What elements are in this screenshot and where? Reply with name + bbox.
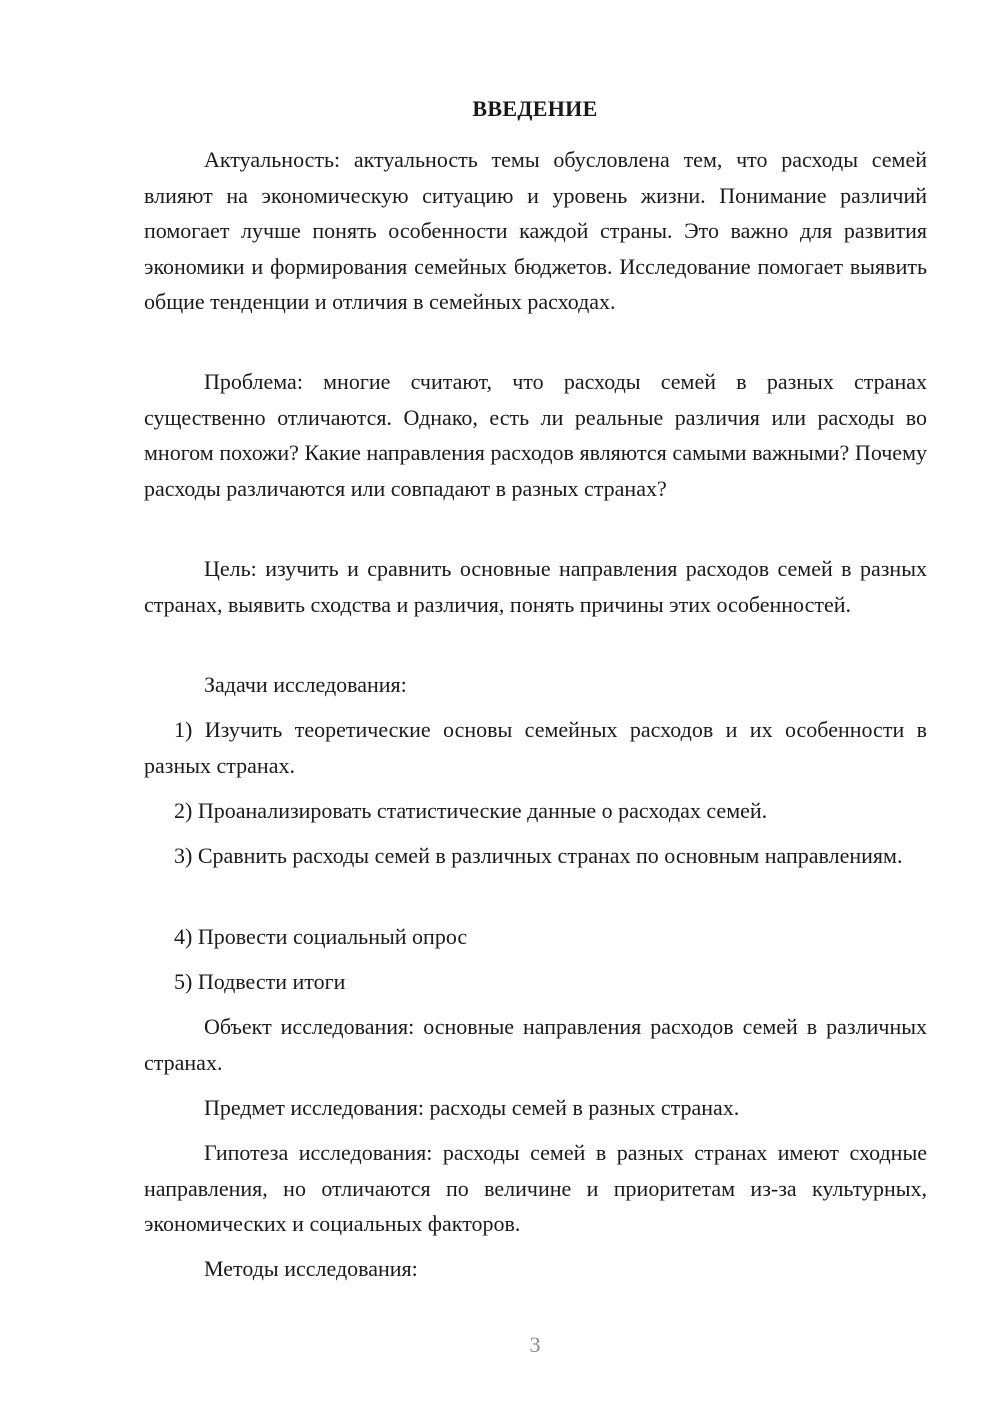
task-item-3: 3) Сравнить расходы семей в различных странах по основным направлениям.	[174, 843, 903, 868]
task-item-5: 5) Подвести итоги	[174, 969, 346, 994]
page-number: 3	[529, 1332, 541, 1357]
task-item-1: 1) Изучить теоретические основы семейных расходов и их особенности в разных странах.	[144, 717, 927, 778]
methods-heading: Методы исследования:	[204, 1256, 418, 1281]
tasks-heading: Задачи исследования:	[204, 672, 407, 697]
goal-paragraph: Цель: изучить и сравнить основные направления расходов семей в разных странах, выявить сходства и различия, понять причины этих особенностей.	[144, 556, 927, 617]
page-title: ВВЕДЕНИЕ	[472, 96, 598, 121]
relevance-paragraph: Актуальность: актуальность темы обусловлена тем, что расходы семей влияют на экономическую ситуацию и уровень жизни. Понимание различий помогает лучше понять особенности каждой страны. Это важно для развития экономики и формирования семейных бюджетов. Исследование помогает выявить общие тенденции и отличия в семейных расходах.	[144, 147, 927, 314]
problem-paragraph: Проблема: многие считают, что расходы семей в разных странах существенно отличаются. Однако, есть ли реальные различия или расходы во многом похожи? Какие направления расходов являются самыми важными? Почему расходы различаются или совпадают в разных странах?	[144, 369, 927, 501]
hypothesis-paragraph: Гипотеза исследования: расходы семей в разных странах имеют сходные направления, но отличаются по величине и приоритетам из-за культурных, экономических и социальных факторов.	[144, 1140, 927, 1236]
task-item-4: 4) Провести социальный опрос	[174, 924, 468, 949]
task-item-2: 2) Проанализировать статистические данные о расходах семей.	[174, 798, 768, 823]
object-paragraph: Объект исследования: основные направления расходов семей в различных странах.	[144, 1014, 927, 1075]
subject-paragraph: Предмет исследования: расходы семей в разных странах.	[204, 1095, 740, 1120]
